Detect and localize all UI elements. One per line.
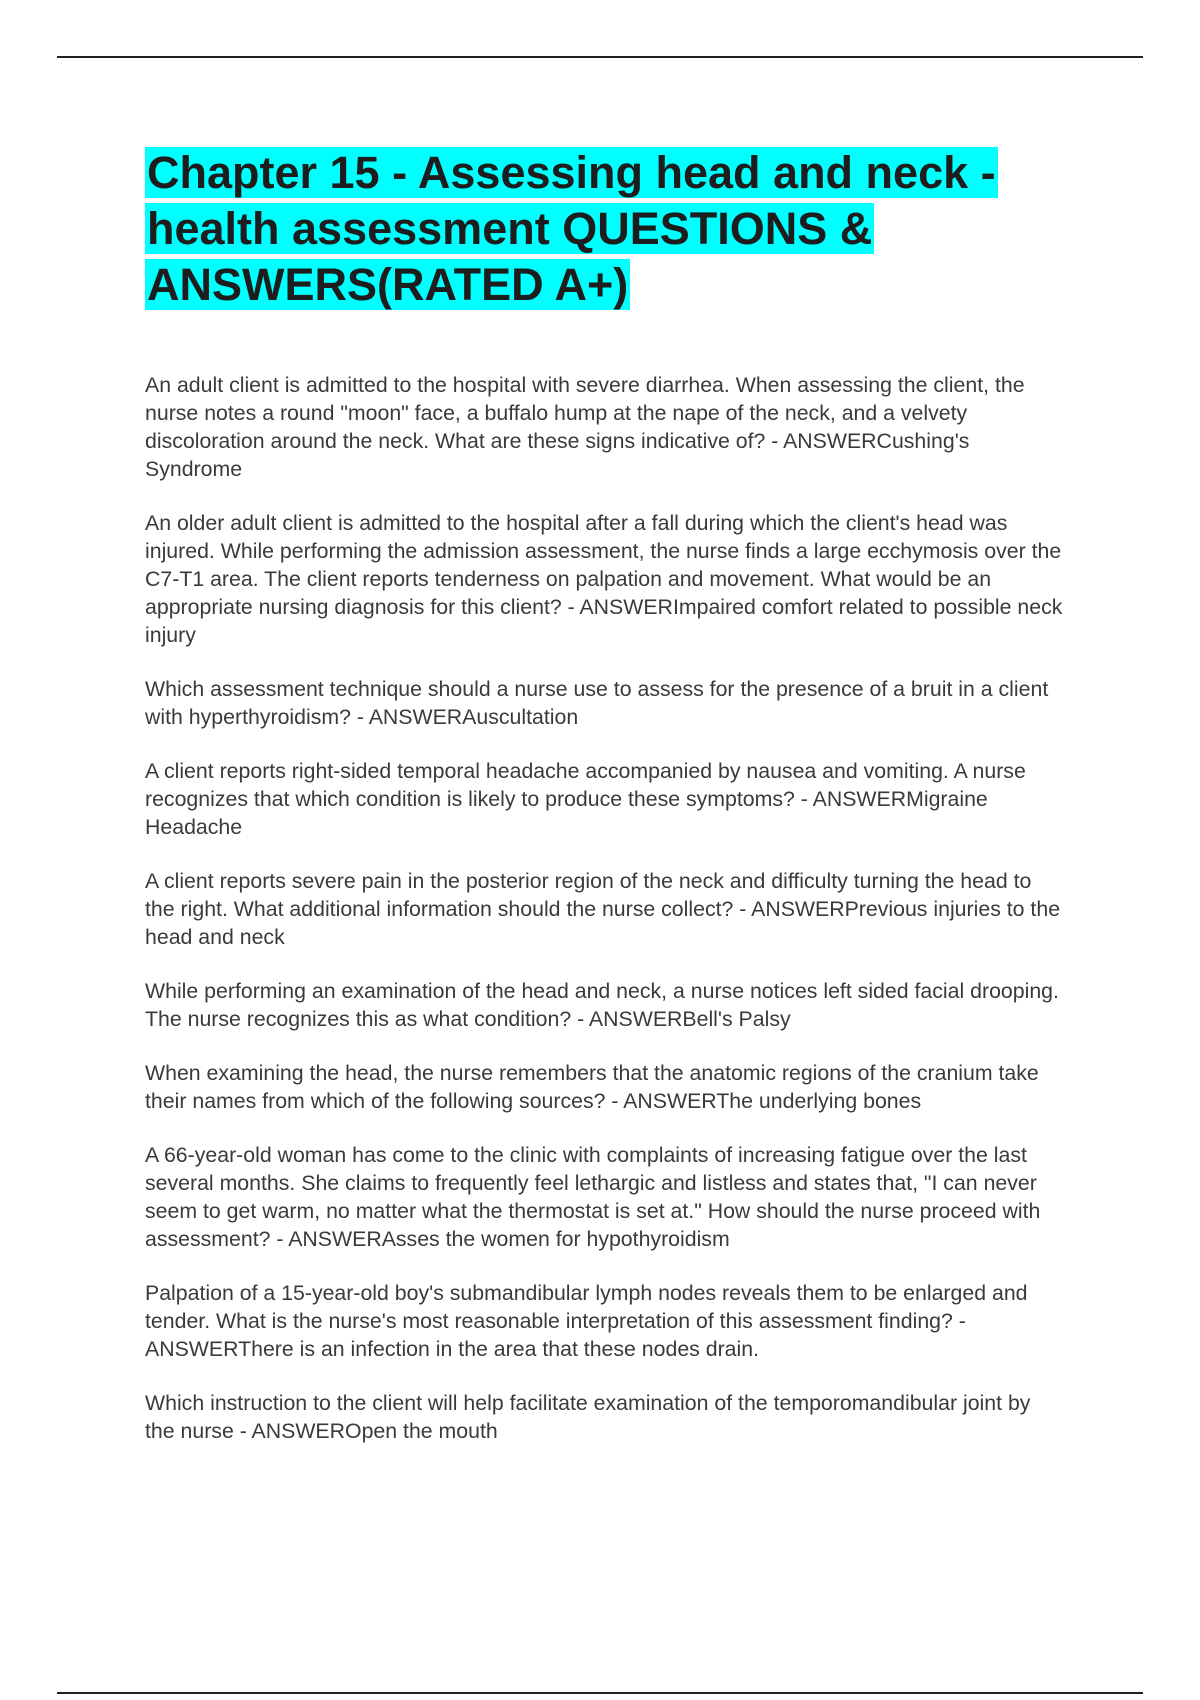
page-top-rule xyxy=(57,56,1143,58)
document-title xyxy=(145,145,1065,313)
qa-list xyxy=(145,371,1065,1445)
qa-item: Palpation of a 15-year-old boy's submandibular lymph nodes reveals them to be enlarged and tender. What is the nurse's most reasonable interpretation of this assessment finding? - ANSWERThere is an infection in the area that these nodes drain. xyxy=(145,1281,1028,1361)
qa-item: While performing an examination of the head and neck, a nurse notices left sided facial drooping. The nurse recognizes this as what condition? - ANSWERBell's Palsy xyxy=(145,979,1059,1031)
qa-item: A 66-year-old woman has come to the clinic with complaints of increasing fatigue over the last several months. She claims to frequently feel lethargic and listless and states that, "I can never seem to get warm, no matter what the thermostat is set at." How should the nurse proceed with assessment? - ANSWERAsses the women for hypothyroidism xyxy=(145,1143,1041,1251)
qa-item: An adult client is admitted to the hospital with severe diarrhea. When assessing the client, the nurse notes a round "moon" face, a buffalo hump at the nape of the neck, and a velvety discoloration around the neck. What are these signs indicative of? - ANSWERCushing's Syndrome xyxy=(145,373,1025,481)
qa-item: Which assessment technique should a nurse use to assess for the presence of a bruit in a client with hyperthyroidism? - ANSWERAuscultation xyxy=(145,677,1049,729)
qa-item: A client reports severe pain in the posterior region of the neck and difficulty turning the head to the right. What additional information should the nurse collect? - ANSWERPrevious injuries to the head and neck xyxy=(145,869,1061,949)
qa-item: An older adult client is admitted to the hospital after a fall during which the client's head was injured. While performing the admission assessment, the nurse finds a large ecchymosis over the C7-T1 area. The client reports tenderness on palpation and movement. What would be an appropriate nursing diagnosis for this client? - ANSWERImpaired comfort related to possible neck injury xyxy=(145,511,1063,647)
document-body xyxy=(145,145,1065,1471)
document-title-text: Chapter 15 - Assessing head and neck - health assessment QUESTIONS & ANSWERS(RATED A+) xyxy=(147,147,996,310)
qa-item: Which instruction to the client will help facilitate examination of the temporomandibular joint by the nurse - ANSWEROpen the mouth xyxy=(145,1391,1031,1443)
page-bottom-rule xyxy=(57,1692,1143,1694)
qa-item: A client reports right-sided temporal headache accompanied by nausea and vomiting. A nurse recognizes that which condition is likely to produce these symptoms? - ANSWERMigraine Headache xyxy=(145,759,1026,839)
qa-item: When examining the head, the nurse remembers that the anatomic regions of the cranium take their names from which of the following sources? - ANSWERThe underlying bones xyxy=(145,1061,1039,1113)
